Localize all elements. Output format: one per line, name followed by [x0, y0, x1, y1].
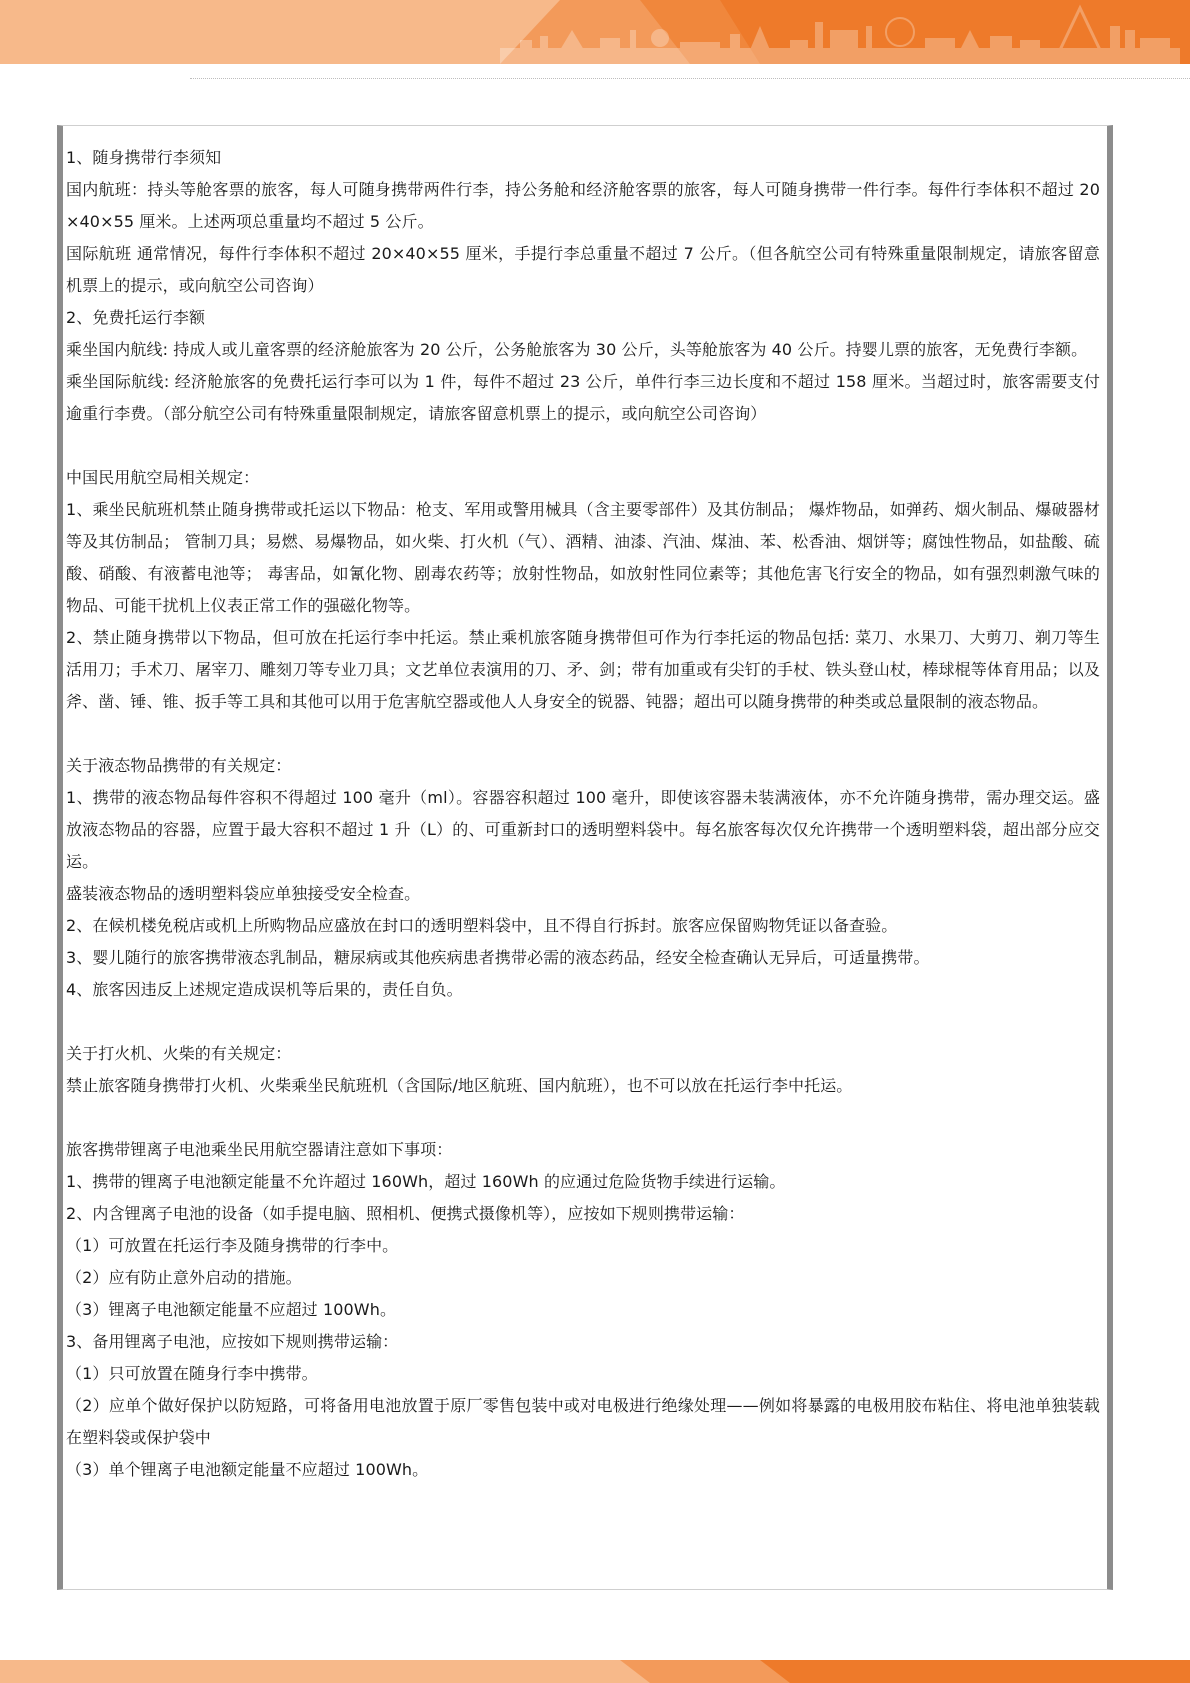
caac-rules-heading: 中国民用航空局相关规定： — [66, 468, 260, 487]
batteries-item-3-b: （2）应单个做好保护以防短路，可将备用电池放置于原厂零售包装中或对电极进行绝缘处理——例如将暴露的电极用胶布粘住、将电池单独装载在塑料袋或保护袋中 — [66, 1396, 1100, 1447]
batteries-item-2-a: （1）可放置在托运行李及随身携带的行李中。 — [66, 1236, 399, 1255]
lighters-body: 禁止旅客随身携带打火机、火柴乘坐民航班机（含国际/地区航班、国内航班），也不可以放在托运行李中托运。 — [66, 1076, 853, 1095]
free-baggage-domestic: 乘坐国内航线: 持成人或儿童客票的经济舱旅客为 20 公斤，公务舱旅客为 30 公斤，头等舱旅客为 40 公斤。持婴儿票的旅客，无免费行李额。 — [66, 340, 1088, 359]
liquids-item-1: 1、携带的液态物品每件容积不得超过 100 毫升（ml）。容器容积超过 100 毫升，即使该容器未装满液体，亦不允许随身携带，需办理交运。盛放液态物品的容器，应置于最大容积不超过 1 升（L）的、可重新封口的透明塑料袋中。每名旅客每次仅允许携带一个透明塑料袋，超出部分应交运。 — [66, 788, 1100, 871]
section-spacer — [66, 718, 1100, 750]
liquids-item-3: 3、婴儿随行的旅客携带液态乳制品，糖尿病或其他疾病患者携带必需的液态药品，经安全检查确认无异后，可适量携带。 — [66, 948, 930, 967]
batteries-item-3-c: （3）单个锂离子电池额定能量不应超过 100Wh。 — [66, 1460, 429, 1479]
batteries-heading: 旅客携带锂离子电池乘坐民用航空器请注意如下事项： — [66, 1140, 453, 1159]
batteries-item-2-b: （2）应有防止意外启动的措施。 — [66, 1268, 302, 1287]
liquids-item-2: 2、在候机楼免税店或机上所购物品应盛放在封口的透明塑料袋中，且不得自行拆封。旅客应保留购物凭证以备查验。 — [66, 916, 898, 935]
footer-bar-graphic — [0, 1660, 1190, 1683]
header-banner-graphic — [0, 0, 1190, 64]
footer-bar — [0, 1660, 1190, 1683]
carry-on-heading: 1、随身携带行李须知 — [66, 148, 222, 167]
header-divider — [190, 78, 1190, 79]
liquids-item-4: 4、旅客因违反上述规定造成误机等后果的，责任自负。 — [66, 980, 463, 999]
section-spacer — [66, 1006, 1100, 1038]
carry-on-international: 国际航班 通常情况，每件行李体积不超过 20×40×55 厘米，手提行李总重量不超过 7 公斤。（但各航空公司有特殊重量限制规定，请旅客留意机票上的提示，或向航空公司咨询） — [66, 244, 1100, 295]
liquids-item-1-note: 盛装液态物品的透明塑料袋应单独接受安全检查。 — [66, 884, 421, 903]
lighters-heading: 关于打火机、火柴的有关规定： — [66, 1044, 292, 1063]
section-spacer — [66, 430, 1100, 462]
batteries-item-2: 2、内含锂离子电池的设备（如手提电脑、照相机、便携式摄像机等），应按如下规则携带运输： — [66, 1204, 745, 1223]
header-banner — [0, 0, 1190, 64]
free-baggage-international: 乘坐国际航线: 经济舱旅客的免费托运行李可以为 1 件，每件不超过 23 公斤，单件行李三边长度和不超过 158 厘米。当超过时，旅客需要支付逾重行李费。（部分航空公司有特殊重量限制规定，请旅客留意机票上的提示，或向航空公司咨询） — [66, 372, 1100, 423]
baggage-rules-content — [66, 142, 1100, 1486]
batteries-item-3-a: （1）只可放置在随身行李中携带。 — [66, 1364, 318, 1383]
batteries-item-1: 1、携带的锂离子电池额定能量不允许超过 160Wh，超过 160Wh 的应通过危险货物手续进行运输。 — [66, 1172, 786, 1191]
liquids-heading: 关于液态物品携带的有关规定： — [66, 756, 292, 775]
batteries-item-3: 3、备用锂离子电池，应按如下规则携带运输： — [66, 1332, 399, 1351]
carry-on-domestic: 国内航班：持头等舱客票的旅客，每人可随身携带两件行李，持公务舱和经济舱客票的旅客，每人可随身携带一件行李。每件行李体积不超过 20×40×55 厘米。上述两项总重量均不超过 5 公斤。 — [66, 180, 1100, 231]
free-baggage-heading: 2、免费托运行李额 — [66, 308, 206, 327]
section-spacer — [66, 1102, 1100, 1134]
batteries-item-2-c: （3）锂离子电池额定能量不应超过 100Wh。 — [66, 1300, 397, 1319]
caac-rules-item-2: 2、禁止随身携带以下物品，但可放在托运行李中托运。禁止乘机旅客随身携带但可作为行李托运的物品包括: 菜刀、水果刀、大剪刀、剃刀等生活用刀；手术刀、屠宰刀、雕刻刀等专业刀具；文艺单位表演用的刀、矛、剑；带有加重或有尖钉的手杖、铁头登山杖，棒球棍等体育用品；以及斧、凿、锤、锥、扳手等工具和其他可以用于危害航空器或他人人身安全的锐器、钝器；超出可以随身携带的种类或总量限制的液态物品。 — [66, 628, 1100, 711]
caac-rules-item-1: 1、乘坐民航班机禁止随身携带或托运以下物品：枪支、军用或警用械具（含主要零部件）及其仿制品； 爆炸物品，如弹药、烟火制品、爆破器材等及其仿制品； 管制刀具；易燃、易爆物品，如火柴、打火机（气）、酒精、油漆、汽油、煤油、苯、松香油、烟饼等；腐蚀性物品，如盐酸、硫酸、硝酸、有液蓄电池等； 毒害品，如氰化物、剧毒农药等；放射性物品，如放射性同位素等；其他危害飞行安全的物品，如有强烈刺激气味的物品、可能干扰机上仪表正常工作的强磁化物等。 — [66, 500, 1100, 615]
